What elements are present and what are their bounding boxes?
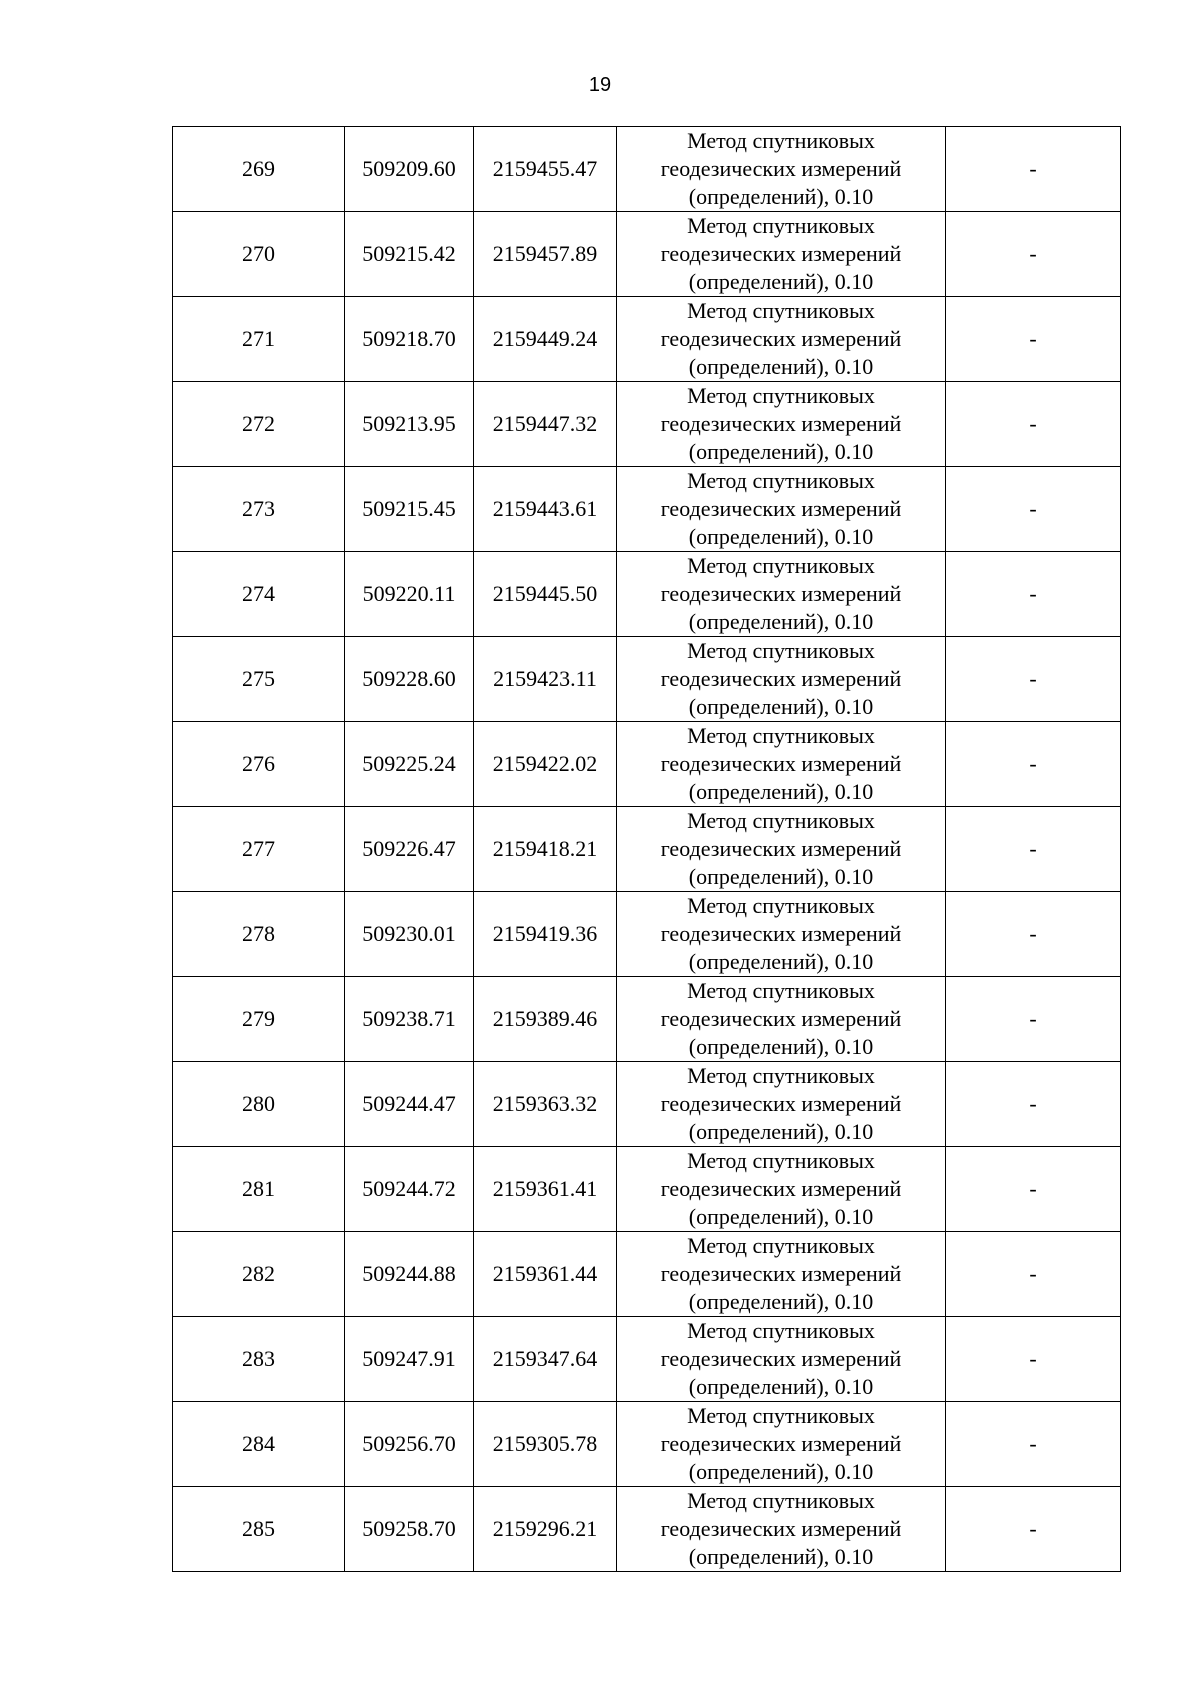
method-cell — [617, 127, 946, 212]
method-line: (определений), 0.10 — [688, 1034, 874, 1059]
y-coordinate-cell: 2159449.24 — [474, 297, 617, 382]
table-row — [173, 552, 1121, 637]
method-line: (определений), 0.10 — [688, 779, 874, 804]
point-number-cell: 269 — [173, 127, 345, 212]
y-coordinate-cell: 2159305.78 — [474, 1402, 617, 1487]
table-row — [173, 212, 1121, 297]
method-line: (определений), 0.10 — [688, 439, 874, 464]
x-coordinate-cell: 509230.01 — [345, 892, 474, 977]
method-line: геодезических измерений — [660, 241, 902, 266]
method-line: Метод спутниковых — [687, 1403, 875, 1428]
note-cell: - — [946, 1487, 1121, 1572]
table-row — [173, 382, 1121, 467]
method-line: Метод спутниковых — [687, 1233, 875, 1258]
x-coordinate-cell: 509225.24 — [345, 722, 474, 807]
method-line: Метод спутниковых — [687, 553, 875, 578]
x-coordinate-cell: 509244.72 — [345, 1147, 474, 1232]
method-cell — [617, 212, 946, 297]
x-coordinate-cell: 509244.88 — [345, 1232, 474, 1317]
method-line: (определений), 0.10 — [688, 269, 874, 294]
point-number-cell: 280 — [173, 1062, 345, 1147]
method-line: Метод спутниковых — [687, 383, 875, 408]
method-line: (определений), 0.10 — [688, 184, 874, 209]
x-coordinate-cell: 509247.91 — [345, 1317, 474, 1402]
method-cell — [617, 1232, 946, 1317]
method-line: (определений), 0.10 — [688, 949, 874, 974]
note-cell: - — [946, 1062, 1121, 1147]
table-row — [173, 637, 1121, 722]
method-line: Метод спутниковых — [687, 1063, 875, 1088]
note-cell: - — [946, 297, 1121, 382]
x-coordinate-cell: 509238.71 — [345, 977, 474, 1062]
x-coordinate-cell: 509256.70 — [345, 1402, 474, 1487]
method-line: (определений), 0.10 — [688, 1459, 874, 1484]
table-row — [173, 1317, 1121, 1402]
y-coordinate-cell: 2159361.41 — [474, 1147, 617, 1232]
table-row — [173, 297, 1121, 382]
method-line: Метод спутниковых — [687, 723, 875, 748]
y-coordinate-cell: 2159389.46 — [474, 977, 617, 1062]
method-line: геодезических измерений — [660, 156, 902, 181]
y-coordinate-cell: 2159296.21 — [474, 1487, 617, 1572]
y-coordinate-cell: 2159423.11 — [474, 637, 617, 722]
point-number-cell: 285 — [173, 1487, 345, 1572]
method-line: Метод спутниковых — [687, 893, 875, 918]
method-cell — [617, 1402, 946, 1487]
method-line: геодезических измерений — [660, 1006, 902, 1031]
table-row — [173, 1402, 1121, 1487]
method-cell — [617, 637, 946, 722]
y-coordinate-cell: 2159422.02 — [474, 722, 617, 807]
table-row — [173, 892, 1121, 977]
note-cell: - — [946, 892, 1121, 977]
method-cell — [617, 552, 946, 637]
x-coordinate-cell: 509258.70 — [345, 1487, 474, 1572]
y-coordinate-cell: 2159447.32 — [474, 382, 617, 467]
note-cell: - — [946, 722, 1121, 807]
method-line: Метод спутниковых — [687, 638, 875, 663]
method-line: (определений), 0.10 — [688, 1119, 874, 1144]
point-number-cell: 282 — [173, 1232, 345, 1317]
method-line: (определений), 0.10 — [688, 609, 874, 634]
method-line: геодезических измерений — [660, 666, 902, 691]
method-line: геодезических измерений — [660, 1431, 902, 1456]
method-line: (определений), 0.10 — [688, 1544, 874, 1569]
table-row — [173, 467, 1121, 552]
method-cell — [617, 892, 946, 977]
method-line: Метод спутниковых — [687, 298, 875, 323]
table-row — [173, 127, 1121, 212]
note-cell: - — [946, 467, 1121, 552]
method-cell — [617, 382, 946, 467]
point-number-cell: 274 — [173, 552, 345, 637]
method-line: (определений), 0.10 — [688, 524, 874, 549]
method-line: Метод спутниковых — [687, 128, 875, 153]
coordinates-table — [172, 126, 1121, 1572]
method-line: геодезических измерений — [660, 1176, 902, 1201]
method-line: Метод спутниковых — [687, 978, 875, 1003]
point-number-cell: 278 — [173, 892, 345, 977]
method-line: Метод спутниковых — [687, 468, 875, 493]
point-number-cell: 284 — [173, 1402, 345, 1487]
note-cell: - — [946, 1317, 1121, 1402]
method-line: (определений), 0.10 — [688, 864, 874, 889]
x-coordinate-cell: 509228.60 — [345, 637, 474, 722]
method-line: геодезических измерений — [660, 751, 902, 776]
table-row — [173, 1232, 1121, 1317]
note-cell: - — [946, 1147, 1121, 1232]
page-number: 19 — [588, 74, 612, 96]
method-cell — [617, 807, 946, 892]
coordinates-table-body — [173, 127, 1121, 1572]
method-line: геодезических измерений — [660, 411, 902, 436]
note-cell: - — [946, 127, 1121, 212]
method-line: геодезических измерений — [660, 836, 902, 861]
note-cell: - — [946, 552, 1121, 637]
y-coordinate-cell: 2159455.47 — [474, 127, 617, 212]
method-cell — [617, 1062, 946, 1147]
note-cell: - — [946, 382, 1121, 467]
table-row — [173, 807, 1121, 892]
method-line: Метод спутниковых — [687, 1148, 875, 1173]
y-coordinate-cell: 2159363.32 — [474, 1062, 617, 1147]
table-row — [173, 977, 1121, 1062]
method-line: геодезических измерений — [660, 921, 902, 946]
method-line: геодезических измерений — [660, 1346, 902, 1371]
point-number-cell: 270 — [173, 212, 345, 297]
method-line: геодезических измерений — [660, 326, 902, 351]
x-coordinate-cell: 509218.70 — [345, 297, 474, 382]
note-cell: - — [946, 637, 1121, 722]
method-line: геодезических измерений — [660, 581, 902, 606]
method-line: (определений), 0.10 — [688, 1374, 874, 1399]
note-cell: - — [946, 1402, 1121, 1487]
note-cell: - — [946, 1232, 1121, 1317]
method-line: (определений), 0.10 — [688, 1289, 874, 1314]
point-number-cell: 275 — [173, 637, 345, 722]
method-line: геодезических измерений — [660, 1516, 902, 1541]
point-number-cell: 272 — [173, 382, 345, 467]
y-coordinate-cell: 2159443.61 — [474, 467, 617, 552]
point-number-cell: 281 — [173, 1147, 345, 1232]
method-line: Метод спутниковых — [687, 1488, 875, 1513]
note-cell: - — [946, 807, 1121, 892]
note-cell: - — [946, 977, 1121, 1062]
x-coordinate-cell: 509215.42 — [345, 212, 474, 297]
method-cell — [617, 722, 946, 807]
x-coordinate-cell: 509213.95 — [345, 382, 474, 467]
point-number-cell: 277 — [173, 807, 345, 892]
table-row — [173, 1487, 1121, 1572]
method-line: геодезических измерений — [660, 496, 902, 521]
method-line: геодезических измерений — [660, 1091, 902, 1116]
method-cell — [617, 467, 946, 552]
x-coordinate-cell: 509215.45 — [345, 467, 474, 552]
point-number-cell: 276 — [173, 722, 345, 807]
x-coordinate-cell: 509226.47 — [345, 807, 474, 892]
table-row — [173, 1147, 1121, 1232]
method-line: Метод спутниковых — [687, 213, 875, 238]
method-cell — [617, 977, 946, 1062]
y-coordinate-cell: 2159361.44 — [474, 1232, 617, 1317]
y-coordinate-cell: 2159418.21 — [474, 807, 617, 892]
method-line: Метод спутниковых — [687, 1318, 875, 1343]
y-coordinate-cell: 2159457.89 — [474, 212, 617, 297]
method-cell — [617, 297, 946, 382]
method-cell — [617, 1317, 946, 1402]
y-coordinate-cell: 2159419.36 — [474, 892, 617, 977]
table-row — [173, 722, 1121, 807]
y-coordinate-cell: 2159347.64 — [474, 1317, 617, 1402]
method-line: Метод спутниковых — [687, 808, 875, 833]
method-cell — [617, 1487, 946, 1572]
y-coordinate-cell: 2159445.50 — [474, 552, 617, 637]
point-number-cell: 271 — [173, 297, 345, 382]
point-number-cell: 279 — [173, 977, 345, 1062]
method-line: геодезических измерений — [660, 1261, 902, 1286]
method-line: (определений), 0.10 — [688, 1204, 874, 1229]
note-cell: - — [946, 212, 1121, 297]
method-line: (определений), 0.10 — [688, 354, 874, 379]
x-coordinate-cell: 509220.11 — [345, 552, 474, 637]
method-cell — [617, 1147, 946, 1232]
table-row — [173, 1062, 1121, 1147]
x-coordinate-cell: 509209.60 — [345, 127, 474, 212]
x-coordinate-cell: 509244.47 — [345, 1062, 474, 1147]
point-number-cell: 283 — [173, 1317, 345, 1402]
point-number-cell: 273 — [173, 467, 345, 552]
method-line: (определений), 0.10 — [688, 694, 874, 719]
